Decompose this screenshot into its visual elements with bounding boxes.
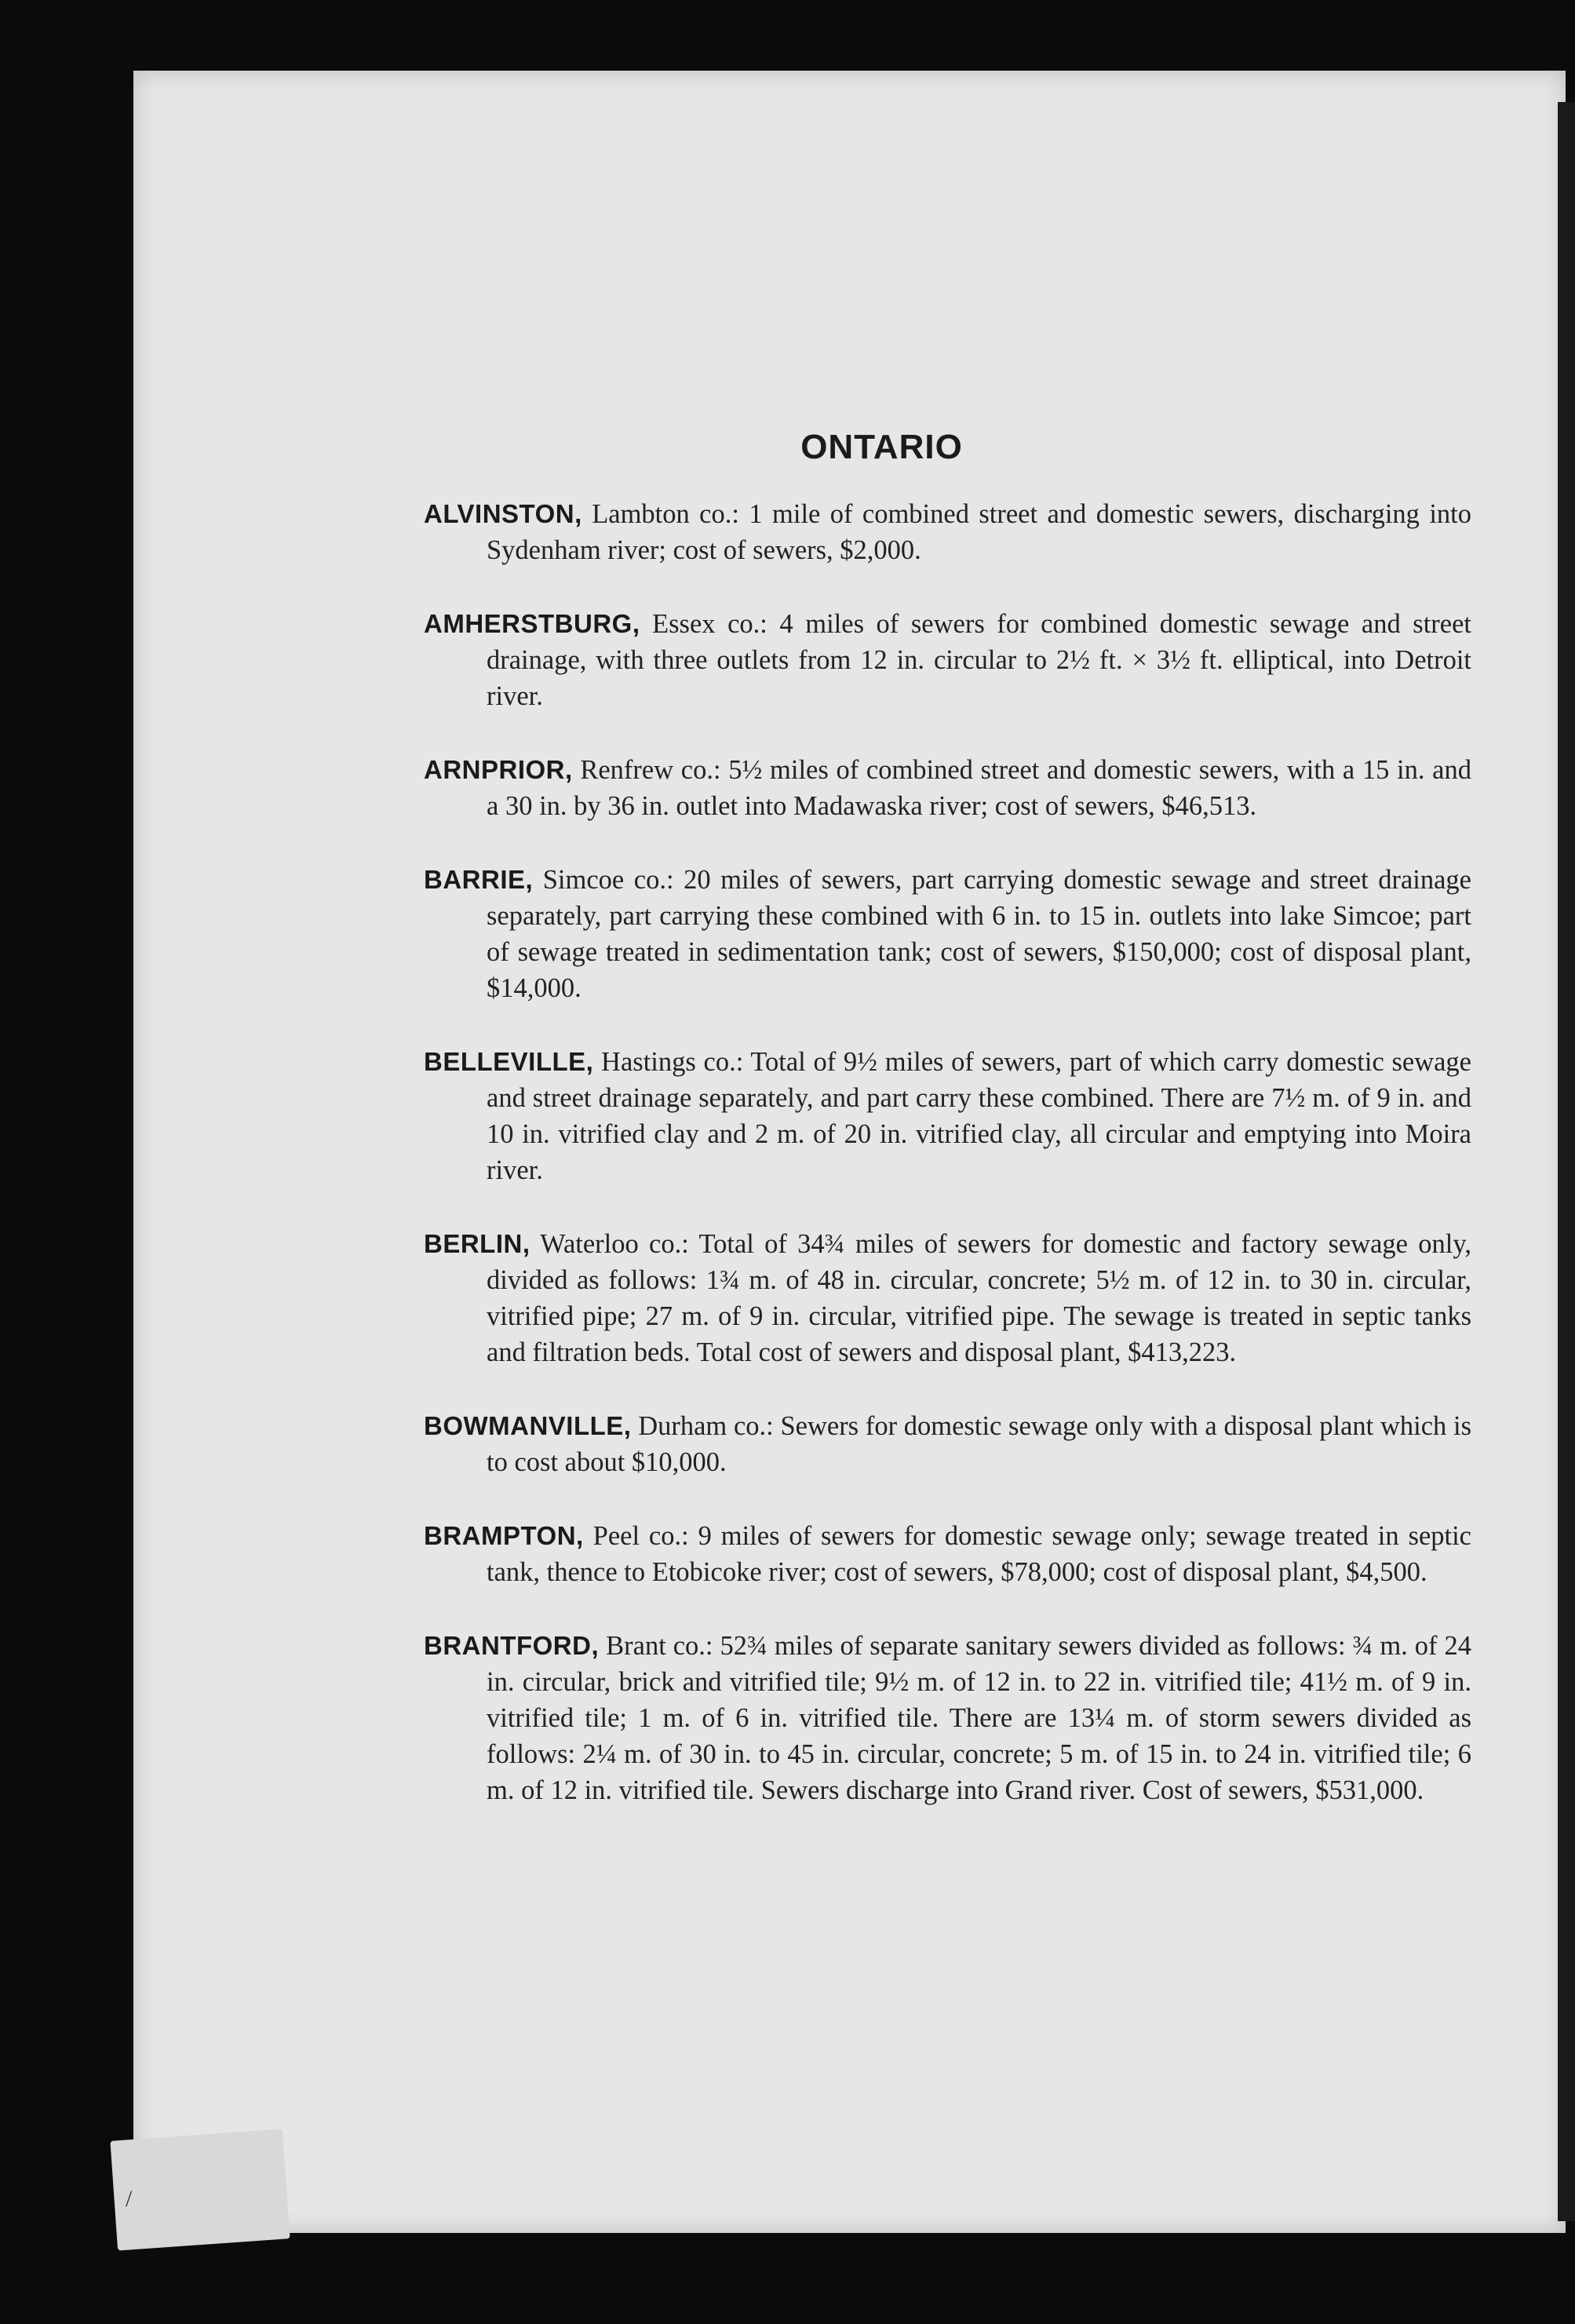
entry-description: Lambton co.: 1 mile of combined street and domestic sewers, discharging into Sydenham river; cost of sewers, $2,000. [487,499,1471,565]
entry-place-name: BRAMPTON, [424,1521,584,1550]
entry-place-name: AMHERSTBURG, [424,609,640,638]
page-corner-curl [110,2129,290,2250]
margin-mark: / [126,2186,133,2212]
entry-place-name: BRANTFORD, [424,1631,600,1660]
entry-brantford [424,1628,1471,1808]
entry-belleville [424,1044,1471,1188]
entry-alvinston [424,496,1471,568]
entry-description: Durham co.: Sewers for domestic sewage only with a disposal plant which is to cost about $10,000. [487,1411,1471,1477]
entry-description: Hastings co.: Total of 9½ miles of sewers, part of which carry domestic sewage and street drainage separately, and part carry these combined. There are 7½ m. of 9 in. and 10 in. vitrified clay and 2 m. of 20 in. vitrified clay, all circular and emptying into Moira river. [487,1047,1471,1185]
entry-place-name: BARRIE, [424,865,534,894]
entry-description: Waterloo co.: Total of 34¾ miles of sewers for domestic and factory sewage only, divided as follows: 1¾ m. of 48 in. circular, concrete; 5½ m. of 12 in. to 30 in. circular, vitrified pipe; 27 m. of 9 in. circular, vitrified pipe. The sewage is treated in septic tanks and filtration beds. Total cost of sewers and disposal plant, $413,223. [487,1229,1471,1367]
entry-place-name: BERLIN, [424,1229,530,1258]
page-edge-shadow [1558,102,1575,2221]
entry-description: Simcoe co.: 20 miles of sewers, part carrying domestic sewage and street drainage separately, part carrying these combined with 6 in. to 15 in. outlets into lake Simcoe; part of sewage treated in sedimentation tank; cost of sewers, $150,000; cost of disposal plant, $14,000. [487,865,1471,1003]
entry-amherstburg [424,606,1471,714]
entry-list [424,496,1471,1846]
entry-place-name: ALVINSTON, [424,499,582,528]
entry-arnprior [424,752,1471,824]
entry-brampton [424,1518,1471,1590]
entry-place-name: BELLEVILLE, [424,1047,594,1076]
entry-description: Renfrew co.: 5½ miles of combined street and domestic sewers, with a 15 in. and a 30 in. by 36 in. outlet into Madawaska river; cost of sewers, $46,513. [487,755,1471,821]
entry-barrie [424,862,1471,1006]
entry-description: Peel co.: 9 miles of sewers for domestic sewage only; sewage treated in septic tank, thence to Etobicoke river; cost of sewers, $78,000; cost of disposal plant, $4,500. [487,1521,1471,1587]
page-heading: ONTARIO [800,428,963,466]
entry-description: Brant co.: 52¾ miles of separate sanitary sewers divided as follows: ¾ m. of 24 in. circular, brick and vitrified tile; 9½ m. of 12 in. to 22 in. vitrified tile; 41½ m. of 9 in. vitrified tile; 1 m. of 6 in. vitrified tile. There are 13¼ m. of storm sewers divided as follows: 2¼ m. of 30 in. to 45 in. circular, concrete; 5 m. of 15 in. to 24 in. vitrified tile; 6 m. of 12 in. vitrified tile. Sewers discharge into Grand river. Cost of sewers, $531,000. [487,1631,1471,1805]
entry-bowmanville [424,1408,1471,1480]
entry-place-name: BOWMANVILLE, [424,1411,632,1440]
entry-place-name: ARNPRIOR, [424,755,573,784]
entry-description: Essex co.: 4 miles of sewers for combined domestic sewage and street drainage, with three outlets from 12 in. circular to 2½ ft. × 3½ ft. elliptical, into Detroit river. [487,609,1471,711]
entry-berlin [424,1226,1471,1370]
